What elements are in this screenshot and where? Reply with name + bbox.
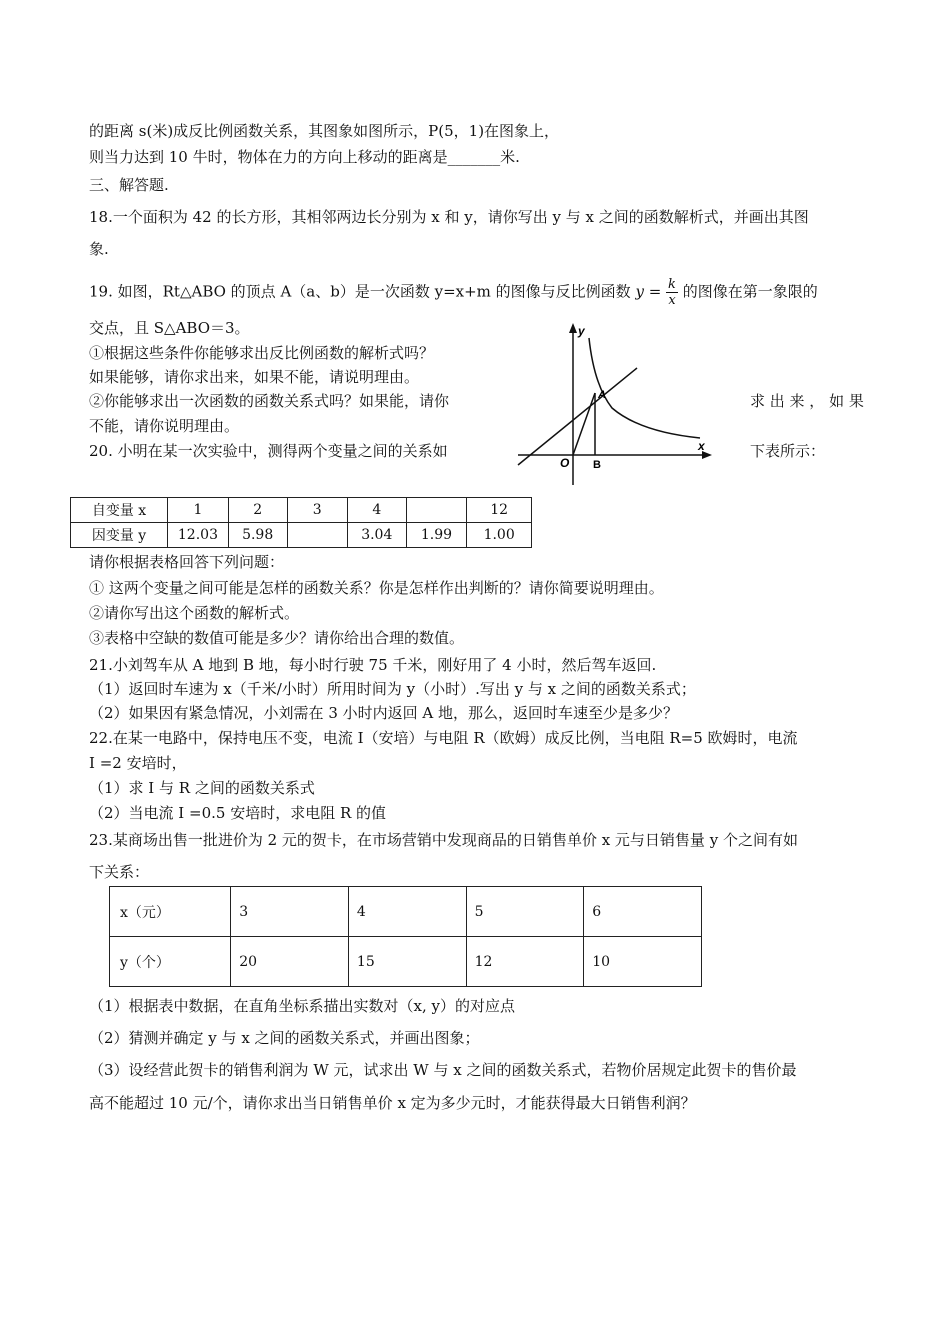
- table-cell: 1.00: [467, 523, 532, 548]
- table-row: [71, 523, 532, 548]
- function-graph: [510, 320, 720, 490]
- table-cell: 12: [466, 937, 584, 987]
- table-cell: 4: [347, 498, 406, 523]
- table-cell: 12.03: [168, 523, 229, 548]
- x-axis-label: x: [698, 439, 705, 453]
- table-cell: 3: [231, 887, 349, 937]
- table-cell: 4: [348, 887, 466, 937]
- line-1: 的距离 s(米)成反比例函数关系，其图象如图所示，P(5，1)在图象上，: [89, 122, 560, 140]
- q19-eq: y =: [635, 282, 662, 301]
- q19-line-d: 如果能够，请你求出来，如果不能，请说明理由。: [89, 368, 420, 386]
- line-2: 则当力达到 10 牛时，物体在力的方向上移动的距离是_______米.: [89, 148, 520, 166]
- table-q20: [70, 497, 532, 548]
- q19-line-e: ②你能够求出一次函数的函数关系式吗？如果能，请你: [89, 392, 450, 410]
- q21-line-c: （2）如果因有紧急情况，小刘需在 3 小时内返回 A 地，那么，返回时车速至少是多少？: [89, 704, 678, 722]
- q20-question-2: ②请你写出这个函数的解析式。: [89, 604, 300, 622]
- q18-line-b: 象.: [89, 240, 109, 258]
- table-row: [110, 887, 702, 937]
- table-cell: 5: [466, 887, 584, 937]
- table-q23: [109, 886, 702, 987]
- q22-line-d: （2）当电流 I =0.5 安培时，求电阻 R 的值: [89, 804, 387, 822]
- q18-line-a: 18.一个面积为 42 的长方形，其相邻两边长分别为 x 和 y，请你写出 y 与 x 之间的函数解析式，并画出其图: [89, 208, 809, 226]
- q20-line-a: 20. 小明在某一次实验中，测得两个变量之间的关系如: [89, 442, 448, 460]
- q19-line-c: ①根据这些条件你能够求出反比例函数的解析式吗？: [89, 344, 435, 362]
- point-a-label: A: [598, 389, 606, 401]
- section-heading: 三、解答题.: [89, 176, 169, 194]
- q23-line-a: 23.某商场出售一批进价为 2 元的贺卡，在市场营销中发现商品的日销售单价 x 元与日销售量 y 个之间有如: [89, 831, 798, 849]
- q22-line-c: （1）求 I 与 R 之间的函数关系式: [89, 779, 315, 797]
- y-arrow-icon: [569, 323, 577, 333]
- segment-oa: [573, 393, 595, 455]
- table-cell: 6: [584, 887, 702, 937]
- table-row: [71, 498, 532, 523]
- table-cell: 1.99: [406, 523, 467, 548]
- table-cell: 12: [467, 498, 532, 523]
- frac-numerator: k: [668, 277, 676, 292]
- frac-denominator: x: [668, 293, 676, 308]
- table-cell: 自变量 x: [71, 498, 168, 523]
- q23-line-b: 下关系：: [89, 863, 150, 881]
- q19-fraction: [666, 277, 678, 308]
- q23-line-e: （3）设经营此贺卡的销售利润为 W 元，试求出 W 与 x 之间的函数关系式，若物价居规定此贺卡的售价最: [89, 1061, 797, 1079]
- q23-line-f: 高不能超过 10 元/个，请你求出当日销售单价 x 定为多少元时，才能获得最大日销售利润？: [89, 1094, 696, 1112]
- table-cell: 2: [228, 498, 287, 523]
- q23-line-c: （1）根据表中数据，在直角坐标系描出实数对（x, y）的对应点: [89, 997, 516, 1015]
- q20-question-1: ① 这两个变量之间可能是怎样的函数关系？你是怎样作出判断的？请你简要说明理由。: [89, 579, 664, 597]
- table-cell: 3: [287, 498, 347, 523]
- table-cell: y（个）: [110, 937, 231, 987]
- linear-function-line: [518, 368, 637, 465]
- table-cell: [406, 498, 467, 523]
- q19-text-2: 的图像在第一象限的: [682, 282, 818, 301]
- q20-line-a2: 下表所示：: [750, 442, 826, 460]
- q21-line-b: （1）返回时车速为 x（千米/小时）所用时间为 y（小时）.写出 y 与 x 之间的函数关系式；: [89, 680, 696, 698]
- q22-line-b: I =2 安培时，: [89, 754, 187, 772]
- q20-question-3: ③表格中空缺的数值可能是多少？请你给出合理的数值。: [89, 629, 465, 647]
- q19-text: 19. 如图，Rt△ABO 的顶点 A（a、b）是一次函数 y=x+m 的图像与反比例函数: [89, 282, 631, 301]
- q21-line-a: 21.小刘驾车从 A 地到 B 地，每小时行驶 75 千米，刚好用了 4 小时，然后驾车返回.: [89, 656, 657, 674]
- table-cell: 1: [168, 498, 229, 523]
- y-axis-label: y: [578, 324, 585, 338]
- hyperbola-curve: [589, 338, 700, 438]
- table-cell: 因变量 y: [71, 523, 168, 548]
- table-cell: 10: [584, 937, 702, 987]
- q19-line-e2: 求 出 来 ， 如 果: [750, 392, 864, 410]
- q23-line-d: （2）猜测并确定 y 与 x 之间的函数关系式，并画出图象；: [89, 1029, 480, 1047]
- table-cell: [287, 523, 347, 548]
- table-row: [110, 937, 702, 987]
- origin-label: O: [560, 456, 570, 470]
- table-cell: x（元）: [110, 887, 231, 937]
- q22-line-a: 22.在某一电路中，保持电压不变，电流 I（安培）与电阻 R（欧姆）成反比例，当电阻 R=5 欧姆时，电流: [89, 729, 798, 747]
- q19-line-b: 交点，且 S△ABO＝3。: [89, 319, 250, 337]
- table-cell: 15: [348, 937, 466, 987]
- q19-line-a: [89, 277, 818, 308]
- q20-question-intro: 请你根据表格回答下列问题：: [89, 553, 285, 571]
- table-cell: 5.98: [228, 523, 287, 548]
- table-cell: 3.04: [347, 523, 406, 548]
- q19-line-f: 不能，请你说明理由。: [89, 417, 240, 435]
- table-cell: 20: [231, 937, 349, 987]
- point-b-label: B: [593, 459, 601, 471]
